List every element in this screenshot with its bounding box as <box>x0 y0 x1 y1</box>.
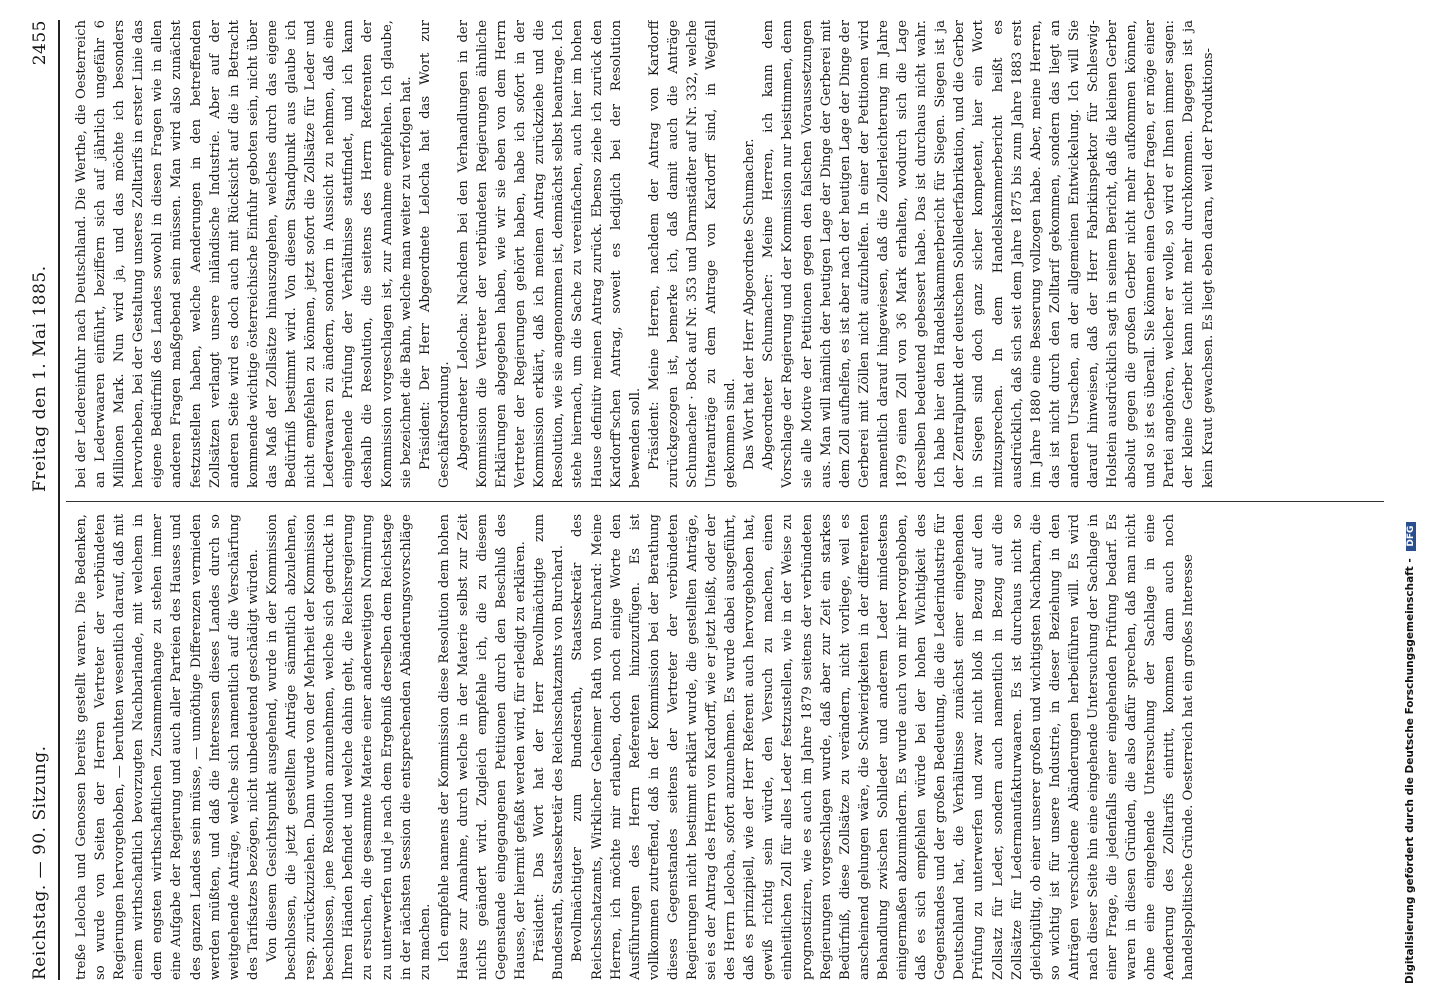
digitization-footer <box>1404 16 1424 984</box>
digitization-note: Digitalisierung gefördert durch die Deutsche Forschungsgemeinschaft - <box>1404 558 1416 984</box>
paragraph: bei der Ledereinfuhr nach Deutschland. Die Werthe, die Oesterreich an Lederwaaren einführt, beziffern sich auf jährlich ungefähr 6 Millionen Mark. Nun wird ja, und das möchte ich besonders hervorheben, bei der Gestaltung unseres Zolltarifs in erster Linie das eigene Bedürfniß des Landes sowohl in diesen Fragen wie in allen anderen Fragen maßgebend sein müssen. Man wird also zunächst festzustellen haben, welche Aenderungen in den betreffenden Zollsätzen verlangt unsere inländische Industrie. Aber auf der anderen Seite wird es doch auch mit Rücksicht auf die in Betracht kommende wichtige österreichische Einfuhr geboten sein, nicht über das Maß der Zollsätze hinauszugehen, welches durch das eigene Bedürfniß bestimmt wird. Von diesem Standpunkt aus glaube ich nicht empfehlen zu können, jetzt sofort die Zollsätze für Leder und Lederwaaren zu ändern, sondern in Aussicht zu nehmen, daß eine eingehende Prüfung der Verhältnisse stattfindet, und ich kann deshalb die Resolution, die seitens des Herrn Referenten der Kommission vorgeschlagen ist, zur Annahme empfehlen. Ich glaube, sie bezeichnet die Bahn, welche man weiter zu verfolgen hat. <box>74 20 414 488</box>
dfg-logo-badge: DFG <box>1406 522 1416 551</box>
header-rule <box>58 20 60 980</box>
paragraph: Von diesem Gesichtspunkt ausgehend, wurde in der Kommission beschlossen, die jetzt gestellten Anträge sämmtlich abzulehnen, resp. zurückzuziehen. Dann wurde von der Mehrheit der Kommission beschlossen, jene Resolution anzunehmen, welche sich gedruckt in Ihren Händen befindet und welche dahin geht, die Reichsregierung zu ersuchen, die gesammte Materie einer anderweitigen Normirung zu unterwerfen und je nach dem Ergebniß derselben dem Reichstage in der nächsten Session die entsprechenden Abänderungsvorschläge zu machen. <box>264 514 433 980</box>
text-column-left <box>72 514 1384 980</box>
paragraph: Bevollmächtigter zum Bundesrath, Staatssekretär des Reichsschatzamts, Wirklicher Geheimer Rath von Burchard: Meine Herren, ich möchte mir erlauben, doch noch einige Worte den Ausführungen des Herrn Referenten hinzuzufügen. Es ist vollkommen zutreffend, daß in der Kommission bei der Berathung dieses Gegenstandes seitens der Vertreter der verbündeten Regierungen nicht bestimmt erklärt wurde, die gestellten Anträge, sei es der Antrag des Herrn von Kardorff, wie er jetzt heißt, oder der des Herrn Lelocha, sofort anzunehmen. Es wurde dabei ausgeführt, daß es prinzipiell, wie der Herr Referent auch hervorgehoben hat, gewiß richtig sein würde, den Versuch zu machen, einen einheitlichen Zoll für alles Leder festzustellen, wie in der Weise zu prognostiziren, wie es auch im Jahre 1879 seitens der verbündeten Regierungen vorgeschlagen wurde, daß aber zur Zeit ein starkes Bedürfniß, diese Zollsätze zu verändern, nicht vorliege, weil es anscheinend gelungen wäre, die Schwierigkeiten in der differenten Behandlung zwischen Sohlleder und anderem Leder mindestens einigermaßen abzumindern. Es wurde auch von mir hervorgehoben, daß es sich empfehlen würde bei der hohen Wichtigkeit des Gegenstandes und der großen Bedeutung, die die Lederindustrie für Deutschland hat, die Verhältnisse zunächst einer eingehenden Prüfung zu unterwerfen und zwar nicht bloß in Bezug auf den Zollsatz für Leder, sondern auch namentlich in Bezug auf die Zollsätze für Ledermanufakturwaaren. Es ist durchaus nicht so gleichgültig, ob einer unserer großen und wichtigsten Nachbarn, die so wichtig ist für unsere Industrie, in dieser Beziehung in den Anträgen verschiedene Abänderungen herbeiführen will. Es wird nach dieser Seite hin eine eingehende Untersuchung der Sachlage in einer Frage, die jedenfalls einer eingehenden Prüfung bedarf. Es waren in diesen Gründen, die also dafür sprechen, daß man nicht ohne eine eingehende Untersuchung der Sachlage in eine Aenderung des Zolltarifs eintritt, kommen dann auch noch handelspolitische Gründe. Oesterreich hat ein großes Interesse <box>570 514 1197 980</box>
paragraph: Präsident: Meine Herren, nachdem der Antrag von Kardorff zurückgezogen ist, bemerke ich, daß damit auch die Anträge Schumacher · Bock auf Nr. 353 und Darmstädter auf Nr. 332, welche Unteranträge zu dem Antrage von Kardorff sind, in Wegfall gekommen sind. <box>646 20 739 488</box>
paragraph: Abgeordneter Schumacher: Meine Herren, ich kann dem Vorschlage der Regierung und der Kommission nur beistimmen, denn sie alle Motive der Petitionen gegen den falschen Voraussetzungen aus. Man will nämlich der heutigen Lage der Dinge der Gerberei mit dem Zoll aufhelfen, es ist aber nach der heutigen Lage der Dinge der Gerberei mit Zöllen nicht aufzuhelfen. In einer der Petitionen wird namentlich darauf hingewiesen, daß die Zollerleichterung im Jahre 1879 einen Zoll von 36 Mark erhalten, wodurch sich die Lage derselben bedeutend gebessert habe. Das ist durchaus nicht wahr. Ich habe hier den Handelskammerbericht für Siegen. Siegen ist ja der Zentralpunkt der deutschen Sohllederfabrikation, und die Gerber in Siegen sind doch ganz sicher kompetent, hier ein Wort mitzusprechen. In dem Handelskammerbericht heißt es ausdrücklich, daß sich seit dem Jahre 1875 bis zum Jahre 1883 erst im Jahre 1880 eine Besserung vollzogen habe. Aber, meine Herren, das ist nicht durch den Zolltarif gekommen, sondern das liegt an anderen Ursachen, an der allgemeinen Entwickelung. Ich will Sie darauf hinweisen, daß der Herr Fabrikinspektor für Schleswig-Holstein ausdrücklich sagt in seinem Bericht, daß die kleinen Gerber absolut gegen die großen Gerber nicht mehr aufkommen können, und so ist es überall. Sie können einen Gerber fragen, er möge einer Partei angehören, welcher er wolle, so wird er Ihnen immer sagen: der kleine Gerber kann nicht mehr durchkommen. Dagegen ist ja kein Kraut gewachsen. Es liegt eben daran, weil der Produktions- <box>761 20 1216 488</box>
header-date: Freitag den 1. Mai 1885. <box>30 265 50 492</box>
paragraph: Abgeordneter Lelocha: Nachdem bei den Verhandlungen in der Kommission die Vertreter der verbündeten Regierungen ähnliche Erklärungen abgegeben haben, wie wir sie eben von dem Herrn Vertreter der Regierungen gehört haben, habe ich sofort in der Kommission erklärt, daß ich meinen Antrag zurückziehe und die Resolution, wie sie angenommen ist, demnächst selbst beantrage. Ich stehe hiernach, um die Sache zu vereinfachen, auch hier im hohen Hause definitiv meinen Antrag zurück. Ebenso ziehe ich zurück den Kardorff'schen Antrag, soweit es lediglich bei der Resolution bewenden soll. <box>455 20 643 488</box>
paragraph: Das Wort hat der Herr Abgeordnete Schumacher. <box>742 138 758 470</box>
rotated-page-content <box>28 20 1388 980</box>
text-column-right <box>72 20 1384 488</box>
running-header-right-column <box>28 20 54 492</box>
paragraph: treße Lelocha und Genossen bereits gestellt waren. Die Bedenken, so wurde von Seiten der Herren Vertreter der verbündeten Regierungen hervorgehoben, — beruhten wesentlich darauf, daß mit einem wirthschaftlich bevorzugten Nachbarlande, mit welchem in dem engsten wirthschaftlichen Zusammenhange zu stehen immer eine Aufgabe der Regierung und auch aller Parteien des Hauses und des ganzen Landes sein müsse, — unnöthige Differenzen vermieden werden müßten, und daß die Interessen dieses Landes durch so weitgehende Anträge, welche sich namentlich auf die Verschärfung des Tarifsatzes bezögen, nicht unbedeutend geschädigt würden. <box>74 514 261 980</box>
paragraph: Präsident: Das Wort hat der Herr Bevollmächtigte zum Bundesrath, Staatssekretär des Reichsschatzamts von Burchard. <box>532 514 567 980</box>
header-page-number: 2455 <box>30 20 50 66</box>
header-session-title: Reichstag. — 90. Sitzung. <box>30 745 50 980</box>
paragraph: Präsident: Der Herr Abgeordnete Lelocha hat das Wort zur Geschäftsordnung. <box>417 20 452 488</box>
paragraph: Ich empfehle namens der Kommission diese Resolution dem hohen Hause zur Annahme, durch welche in der Materie selbst zur Zeit nichts geändert wird. Zugleich empfehle ich, die zu diesem Gegenstande eingegangenen Petitionen durch den Beschluß des Hauses, der hiermit gefaßt werden wird, für erledigt zu erklären. <box>436 514 529 980</box>
column-divider <box>66 501 1384 502</box>
